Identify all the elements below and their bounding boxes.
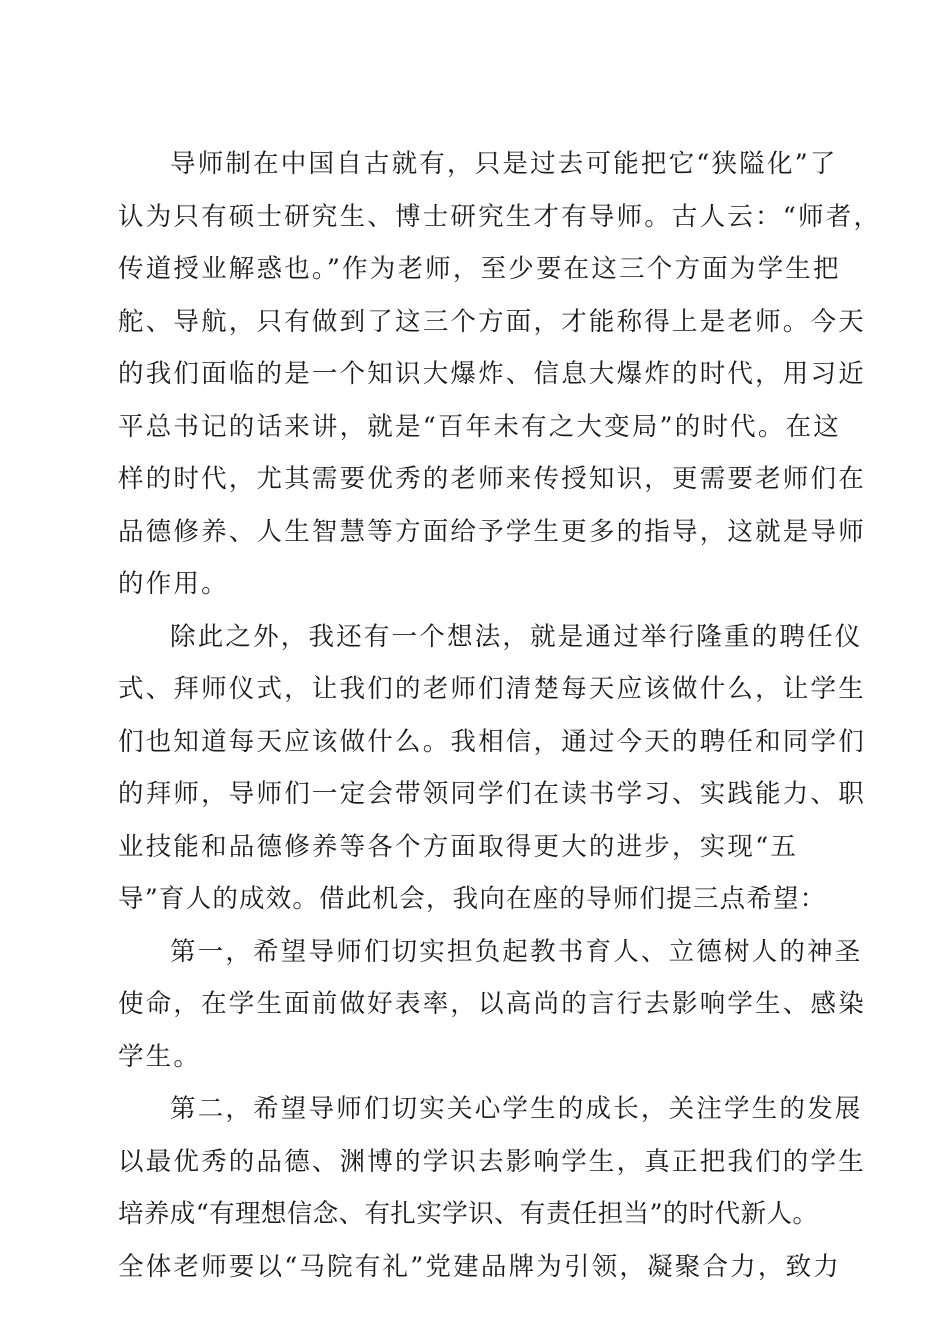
paragraph-1-line-8: 品德修养、人生智慧等方面给予学生更多的指导，这就是导师 [118,516,866,547]
paragraph-2-line-5: 业技能和品德修养等各个方面取得更大的进步，实现“五 [118,831,799,862]
paragraph-2-line-1: 除此之外，我还有一个想法，就是通过举行隆重的聘任仪 [170,621,863,652]
paragraph-1-line-9: 的作用。 [118,569,229,599]
paragraph-3-line-2: 使命，在学生面前做好表率，以高尚的言行去影响学生、感染 [118,989,866,1019]
paragraph-4-line-4: 全体老师要以“马院有礼”党建品牌为引领，凝聚合力，致力 [118,1251,841,1282]
paragraph-1-line-4: 舵、导航，只有做到了这三个方面，才能称得上是老师。今天 [118,306,866,337]
paragraph-1-line-7: 样的时代，尤其需要优秀的老师来传授知识，更需要老师们在 [118,464,866,494]
paragraph-3-line-3: 学生。 [118,1041,202,1072]
paragraph-2-line-3: 们也知道每天应该做什么。我相信，通过今天的聘任和同学们 [118,726,866,757]
paragraph-1-line-2: 认为只有硕士研究生、博士研究生才有导师。古人云：“师者， [118,201,882,232]
document-body [118,138,882,1293]
paragraph-4-line-2: 以最优秀的品德、渊博的学识去影响学生，真正把我们的学生 [118,1146,866,1177]
paragraph-1-line-3: 传道授业解惑也。”作为老师，至少要在这三个方面为学生把 [118,254,841,284]
paragraph-4-line-1: 第二，希望导师们切实关心学生的成长，关注学生的发展 [170,1094,863,1124]
paragraph-1-line-1: 导师制在中国自古就有，只是过去可能把它“狭隘化”了 [170,149,838,179]
paragraph-1-line-5: 的我们面临的是一个知识大爆炸、信息大爆炸的时代，用习近 [118,359,866,389]
paragraph-2-line-6: 导”育人的成效。借此机会，我向在座的导师们提三点希望： [118,884,827,914]
paragraph-4-line-3: 培养成“有理想信念、有扎实学识、有责任担当”的时代新人。 [118,1199,819,1229]
paragraph-2-line-4: 的拜师，导师们一定会带领同学们在读书学习、实践能力、职 [118,779,866,809]
paragraph-1-line-6: 平总书记的话来讲，就是“百年未有之大变局”的时代。在这 [118,411,841,442]
paragraph-2-line-2: 式、拜师仪式，让我们的老师们清楚每天应该做什么，让学生 [118,674,866,704]
paragraph-3-line-1: 第一，希望导师们切实担负起教书育人、立德树人的神圣 [170,936,863,967]
